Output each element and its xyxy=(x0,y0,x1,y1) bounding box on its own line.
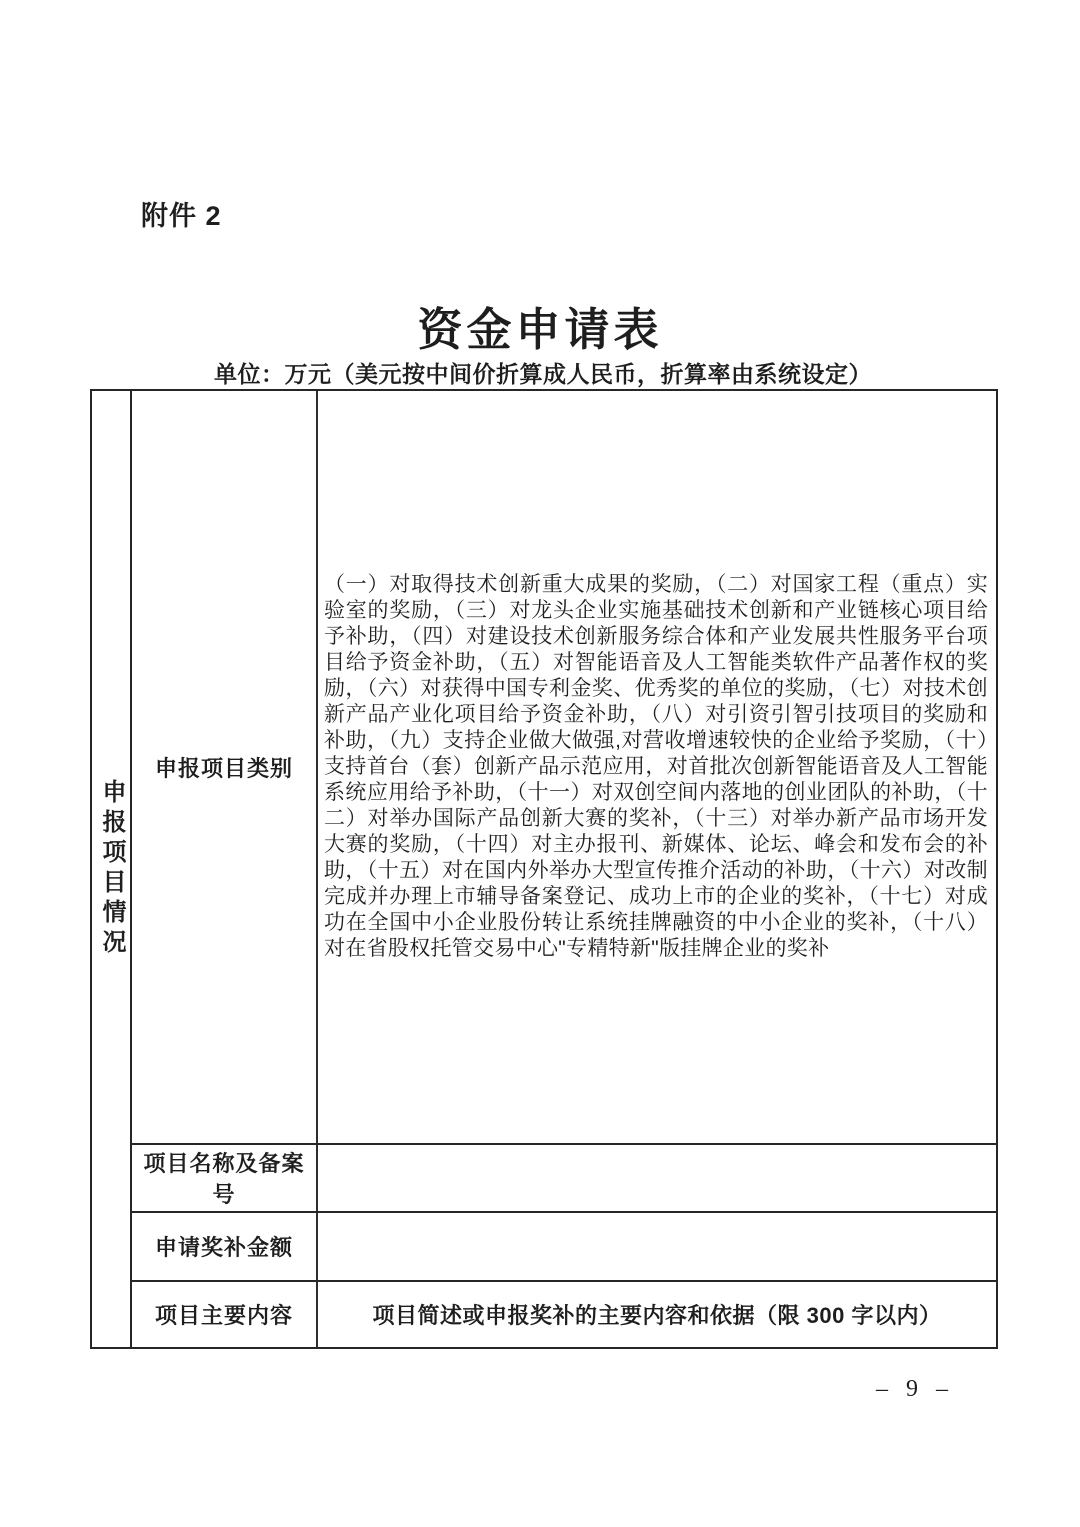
page-title: 资金申请表 xyxy=(417,305,663,356)
form-rows xyxy=(132,391,996,1347)
row-label-award-amount: 申请奖补金额 xyxy=(132,1213,318,1280)
project-category-text: （一）对取得技术创新重大成果的奖励，（二）对国家工程（重点）实验室的奖励，（三）对龙头企业实施基础技术创新和产业链核心项目给予补助，（四）对建设技术创新服务综合体和产业发展共性服务平台项目给予资金补助，（五）对智能语音及人工智能类软件产品著作权的奖励，（六）对获得中国专利金奖、优秀奖的单位的奖励，（七）对技术创新产品产业化项目给予资金补助，（八）对引资引智引技项目的奖励和补助，（九）支持企业做大做强,对营收增速较快的企业给予奖励，（十）支持首台（套）创新产品示范应用，对首批次创新智能语音及人工智能系统应用给予补助，（十一）对双创空间内落地的创业团队的补助，（十二）对举办国际产品创新大赛的奖补，（十三）对举办新产品市场开发大赛的奖励，（十四）对主办报刊、新媒体、论坛、峰会和发布会的补助，（十五）对在国内外举办大型宣传推介活动的补助，（十六）对改制完成并办理上市辅导备案登记、成功上市的企业的奖补，（十七）对成功在全国中小企业股份转让系统挂牌融资的中小企业的奖补，（十八）对在省股权托管交易中心"专精特新"版挂牌企业的奖补 xyxy=(324,573,988,960)
row-label-project-category: 申报项目类别 xyxy=(132,391,318,1143)
table-row-project-name xyxy=(132,1143,996,1211)
section-label-vertical: 申报项目情况 xyxy=(98,779,125,959)
row-label-project-name: 项目名称及备案号 xyxy=(132,1145,318,1211)
table-row-main-content xyxy=(132,1280,996,1347)
main-content-hint: 项目简述或申报奖补的主要内容和依据（限 300 字以内） xyxy=(372,1303,942,1328)
row-label-main-content: 项目主要内容 xyxy=(132,1282,318,1347)
table-row-project-category xyxy=(132,391,996,1143)
section-column xyxy=(92,391,132,1347)
project-category-cell xyxy=(318,391,996,1143)
page-number: – 9 – xyxy=(876,1376,954,1402)
application-form-table xyxy=(90,389,998,1349)
project-name-empty-cell xyxy=(318,1145,996,1211)
attachment-label: 附件 2 xyxy=(141,201,222,231)
award-amount-empty-cell xyxy=(318,1213,996,1280)
table-row-award-amount xyxy=(132,1211,996,1280)
unit-note: 单位：万元（美元按中间价折算成人民币，折算率由系统设定） xyxy=(214,361,872,387)
